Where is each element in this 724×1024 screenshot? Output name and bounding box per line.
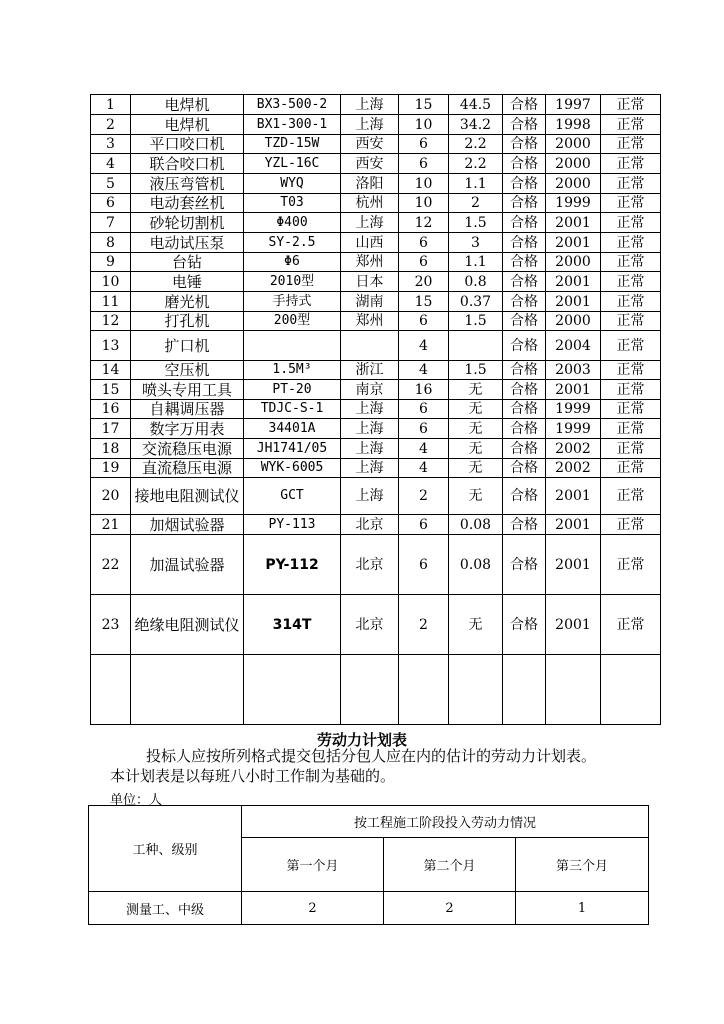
cell-model: 200型 [244, 312, 341, 331]
cell-qty: 4 [399, 361, 449, 380]
cell-power: 0.08 [449, 515, 503, 535]
cell-power: 0.37 [449, 292, 503, 312]
cell-model [244, 655, 341, 725]
cell-month-3: 1 [516, 892, 649, 925]
cell-name: 电锤 [131, 272, 244, 292]
cell-qty: 2 [399, 595, 449, 655]
cell-model: GCT [244, 478, 341, 515]
cell-year: 2002 [546, 439, 601, 459]
cell-name: 加温试验器 [131, 535, 244, 595]
cell-condition: 正常 [601, 419, 661, 439]
cell-status: 合格 [503, 213, 546, 233]
cell-name: 电焊机 [131, 95, 244, 115]
cell-seq: 23 [91, 595, 131, 655]
cell-condition: 正常 [601, 292, 661, 312]
cell-name: 喷头专用工具 [131, 380, 244, 400]
cell-model: WYK-6005 [244, 459, 341, 478]
cell-qty: 15 [399, 95, 449, 115]
cell-qty: 6 [399, 515, 449, 535]
equipment-row [91, 213, 661, 233]
labor-row [89, 892, 649, 925]
cell-condition: 正常 [601, 595, 661, 655]
header-trade: 工种、级别 [89, 806, 242, 892]
cell-condition: 正常 [601, 459, 661, 478]
cell-origin: 杭州 [341, 194, 399, 213]
cell-condition: 正常 [601, 361, 661, 380]
cell-year: 2003 [546, 361, 601, 380]
cell-power: 2.2 [449, 154, 503, 174]
cell-status: 合格 [503, 135, 546, 154]
cell-qty: 20 [399, 272, 449, 292]
cell-year: 1999 [546, 419, 601, 439]
cell-status: 合格 [503, 419, 546, 439]
cell-seq: 8 [91, 233, 131, 253]
cell-power: 1.5 [449, 361, 503, 380]
cell-year: 2001 [546, 535, 601, 595]
header-month-3: 第三个月 [516, 838, 649, 892]
equipment-row [91, 400, 661, 419]
cell-status: 合格 [503, 272, 546, 292]
equipment-row [91, 380, 661, 400]
cell-qty: 16 [399, 380, 449, 400]
cell-seq: 14 [91, 361, 131, 380]
cell-origin: 郑州 [341, 312, 399, 331]
cell-year: 2001 [546, 515, 601, 535]
cell-condition: 正常 [601, 272, 661, 292]
cell-origin: 上海 [341, 439, 399, 459]
cell-name: 打孔机 [131, 312, 244, 331]
intro-line-2: 本计划表是以每班八小时工作制为基础的。 [110, 767, 396, 785]
cell-year: 2001 [546, 380, 601, 400]
header-month-2: 第二个月 [384, 838, 516, 892]
cell-condition: 正常 [601, 535, 661, 595]
cell-month-1: 2 [242, 892, 384, 925]
cell-condition: 正常 [601, 312, 661, 331]
cell-seq: 16 [91, 400, 131, 419]
cell-seq: 3 [91, 135, 131, 154]
equipment-row [91, 439, 661, 459]
cell-power: 无 [449, 419, 503, 439]
cell-name: 联合咬口机 [131, 154, 244, 174]
cell-name: 直流稳压电源 [131, 459, 244, 478]
cell-year: 2000 [546, 154, 601, 174]
cell-status: 合格 [503, 459, 546, 478]
equipment-row [91, 655, 661, 725]
cell-power: 44.5 [449, 95, 503, 115]
cell-origin: 上海 [341, 478, 399, 515]
cell-model: 1.5M³ [244, 361, 341, 380]
cell-model: YZL-16C [244, 154, 341, 174]
cell-status: 合格 [503, 253, 546, 272]
cell-condition: 正常 [601, 233, 661, 253]
cell-model: SY-2.5 [244, 233, 341, 253]
cell-year: 2002 [546, 459, 601, 478]
cell-seq: 19 [91, 459, 131, 478]
cell-status: 合格 [503, 478, 546, 515]
cell-seq: 12 [91, 312, 131, 331]
cell-origin: 湖南 [341, 292, 399, 312]
cell-year: 2000 [546, 135, 601, 154]
cell-condition: 正常 [601, 253, 661, 272]
cell-year: 2001 [546, 213, 601, 233]
cell-power: 无 [449, 595, 503, 655]
cell-model: 314T [244, 595, 341, 655]
cell-origin: 西安 [341, 154, 399, 174]
cell-qty: 4 [399, 439, 449, 459]
cell-origin: 洛阳 [341, 174, 399, 194]
cell-qty: 6 [399, 154, 449, 174]
cell-status: 合格 [503, 233, 546, 253]
cell-power: 1.1 [449, 253, 503, 272]
cell-name: 电动试压泵 [131, 233, 244, 253]
equipment-row [91, 595, 661, 655]
cell-model: 手持式 [244, 292, 341, 312]
cell-model: 34401A [244, 419, 341, 439]
cell-condition: 正常 [601, 400, 661, 419]
cell-model: BX3-500-2 [244, 95, 341, 115]
cell-year: 1999 [546, 400, 601, 419]
equipment-row [91, 233, 661, 253]
cell-status: 合格 [503, 535, 546, 595]
cell-qty: 6 [399, 400, 449, 419]
cell-origin: 上海 [341, 95, 399, 115]
cell-name: 液压弯管机 [131, 174, 244, 194]
cell-origin: 南京 [341, 380, 399, 400]
cell-power: 3 [449, 233, 503, 253]
cell-qty: 4 [399, 459, 449, 478]
cell-seq: 22 [91, 535, 131, 595]
cell-origin: 上海 [341, 419, 399, 439]
cell-status: 合格 [503, 331, 546, 361]
equipment-row [91, 331, 661, 361]
equipment-row [91, 312, 661, 331]
cell-model: Φ6 [244, 253, 341, 272]
cell-power: 2.2 [449, 135, 503, 154]
cell-status: 合格 [503, 174, 546, 194]
equipment-row [91, 361, 661, 380]
cell-origin: 上海 [341, 459, 399, 478]
cell-year: 2001 [546, 292, 601, 312]
equipment-row [91, 194, 661, 213]
cell-status: 合格 [503, 595, 546, 655]
cell-power: 34.2 [449, 115, 503, 135]
cell-year: 1999 [546, 194, 601, 213]
cell-name: 自耦调压器 [131, 400, 244, 419]
cell-condition: 正常 [601, 380, 661, 400]
cell-status: 合格 [503, 400, 546, 419]
cell-seq: 18 [91, 439, 131, 459]
cell-origin [341, 331, 399, 361]
cell-year: 2001 [546, 595, 601, 655]
cell-origin: 郑州 [341, 253, 399, 272]
cell-seq: 2 [91, 115, 131, 135]
cell-year: 1998 [546, 115, 601, 135]
cell-power: 无 [449, 459, 503, 478]
cell-condition: 正常 [601, 439, 661, 459]
cell-qty: 10 [399, 194, 449, 213]
cell-qty: 10 [399, 174, 449, 194]
cell-name: 接地电阻测试仪 [131, 478, 244, 515]
cell-qty: 2 [399, 478, 449, 515]
cell-origin: 上海 [341, 213, 399, 233]
cell-power: 1.5 [449, 213, 503, 233]
cell-model: JH1741/05 [244, 439, 341, 459]
cell-condition [601, 655, 661, 725]
cell-year: 2001 [546, 478, 601, 515]
cell-name: 平口咬口机 [131, 135, 244, 154]
cell-condition: 正常 [601, 154, 661, 174]
cell-model: 2010型 [244, 272, 341, 292]
cell-seq: 17 [91, 419, 131, 439]
cell-condition: 正常 [601, 331, 661, 361]
cell-year: 2000 [546, 174, 601, 194]
cell-power [449, 655, 503, 725]
cell-name: 空压机 [131, 361, 244, 380]
cell-year: 2004 [546, 331, 601, 361]
equipment-row [91, 535, 661, 595]
cell-seq: 15 [91, 380, 131, 400]
unit-label: 单位：人 [110, 793, 163, 808]
cell-seq: 11 [91, 292, 131, 312]
equipment-row [91, 174, 661, 194]
cell-status: 合格 [503, 515, 546, 535]
cell-status: 合格 [503, 312, 546, 331]
cell-model: Φ400 [244, 213, 341, 233]
cell-condition: 正常 [601, 174, 661, 194]
cell-condition: 正常 [601, 135, 661, 154]
cell-condition: 正常 [601, 515, 661, 535]
cell-origin: 山西 [341, 233, 399, 253]
cell-year: 2001 [546, 233, 601, 253]
cell-seq: 13 [91, 331, 131, 361]
cell-status: 合格 [503, 361, 546, 380]
cell-seq: 20 [91, 478, 131, 515]
cell-condition: 正常 [601, 115, 661, 135]
cell-name: 数字万用表 [131, 419, 244, 439]
cell-power: 0.08 [449, 535, 503, 595]
cell-year: 2000 [546, 312, 601, 331]
cell-origin: 北京 [341, 595, 399, 655]
cell-qty: 6 [399, 419, 449, 439]
cell-status: 合格 [503, 194, 546, 213]
equipment-row [91, 253, 661, 272]
cell-qty: 6 [399, 312, 449, 331]
cell-status: 合格 [503, 154, 546, 174]
cell-origin: 浙江 [341, 361, 399, 380]
equipment-row [91, 115, 661, 135]
labor-plan-title: 劳动力计划表 [316, 731, 407, 749]
equipment-row [91, 95, 661, 115]
cell-model: BX1-300-1 [244, 115, 341, 135]
cell-qty: 15 [399, 292, 449, 312]
equipment-row [91, 272, 661, 292]
cell-power: 无 [449, 400, 503, 419]
cell-status: 合格 [503, 115, 546, 135]
cell-name: 加烟试验器 [131, 515, 244, 535]
cell-status: 合格 [503, 95, 546, 115]
cell-condition: 正常 [601, 194, 661, 213]
equipment-table [90, 94, 661, 725]
cell-seq: 4 [91, 154, 131, 174]
cell-power: 0.8 [449, 272, 503, 292]
intro-line-1: 投标人应按所列格式提交包括分包人应在内的估计的劳动力计划表。 [146, 747, 597, 765]
cell-model: TDJC-S-1 [244, 400, 341, 419]
cell-name: 电动套丝机 [131, 194, 244, 213]
cell-seq: 6 [91, 194, 131, 213]
cell-status: 合格 [503, 439, 546, 459]
cell-model [244, 331, 341, 361]
cell-qty: 6 [399, 135, 449, 154]
equipment-row [91, 515, 661, 535]
cell-origin: 西安 [341, 135, 399, 154]
cell-model: PY-113 [244, 515, 341, 535]
cell-name: 磨光机 [131, 292, 244, 312]
equipment-row [91, 478, 661, 515]
equipment-row [91, 419, 661, 439]
cell-origin: 上海 [341, 115, 399, 135]
cell-qty: 6 [399, 535, 449, 595]
cell-origin: 北京 [341, 535, 399, 595]
cell-year: 1997 [546, 95, 601, 115]
cell-status: 合格 [503, 380, 546, 400]
cell-power: 无 [449, 478, 503, 515]
equipment-row [91, 292, 661, 312]
cell-month-2: 2 [384, 892, 516, 925]
cell-model: TZD-15W [244, 135, 341, 154]
header-month-1: 第一个月 [242, 838, 384, 892]
labor-plan-table [88, 805, 649, 925]
cell-model: WYQ [244, 174, 341, 194]
cell-power: 无 [449, 380, 503, 400]
cell-origin [341, 655, 399, 725]
cell-model: PT-20 [244, 380, 341, 400]
cell-qty: 4 [399, 331, 449, 361]
cell-seq: 9 [91, 253, 131, 272]
cell-power: 1.1 [449, 174, 503, 194]
cell-seq: 7 [91, 213, 131, 233]
cell-model: PY-112 [244, 535, 341, 595]
cell-seq: 21 [91, 515, 131, 535]
labor-plan-intro [110, 746, 670, 786]
cell-name: 交流稳压电源 [131, 439, 244, 459]
cell-qty [399, 655, 449, 725]
cell-status: 合格 [503, 292, 546, 312]
cell-origin: 北京 [341, 515, 399, 535]
cell-origin: 上海 [341, 400, 399, 419]
cell-qty: 10 [399, 115, 449, 135]
cell-power [449, 331, 503, 361]
cell-power: 1.5 [449, 312, 503, 331]
cell-qty: 6 [399, 253, 449, 272]
cell-seq: 5 [91, 174, 131, 194]
equipment-row [91, 135, 661, 154]
cell-power: 2 [449, 194, 503, 213]
cell-condition: 正常 [601, 213, 661, 233]
cell-name: 电焊机 [131, 115, 244, 135]
cell-model: T03 [244, 194, 341, 213]
cell-condition: 正常 [601, 95, 661, 115]
cell-name [131, 655, 244, 725]
cell-name: 台钻 [131, 253, 244, 272]
cell-power: 无 [449, 439, 503, 459]
cell-trade: 测量工、中级 [89, 892, 242, 925]
equipment-row [91, 154, 661, 174]
cell-year [546, 655, 601, 725]
cell-year: 2001 [546, 272, 601, 292]
cell-name: 绝缘电阻测试仪 [131, 595, 244, 655]
cell-year: 2000 [546, 253, 601, 272]
cell-qty: 6 [399, 233, 449, 253]
cell-name: 扩口机 [131, 331, 244, 361]
cell-status [503, 655, 546, 725]
cell-seq [91, 655, 131, 725]
cell-name: 砂轮切割机 [131, 213, 244, 233]
cell-qty: 12 [399, 213, 449, 233]
cell-seq: 10 [91, 272, 131, 292]
cell-origin: 日本 [341, 272, 399, 292]
equipment-row [91, 459, 661, 478]
cell-seq: 1 [91, 95, 131, 115]
cell-condition: 正常 [601, 478, 661, 515]
header-phase: 按工程施工阶段投入劳动力情况 [242, 806, 649, 838]
